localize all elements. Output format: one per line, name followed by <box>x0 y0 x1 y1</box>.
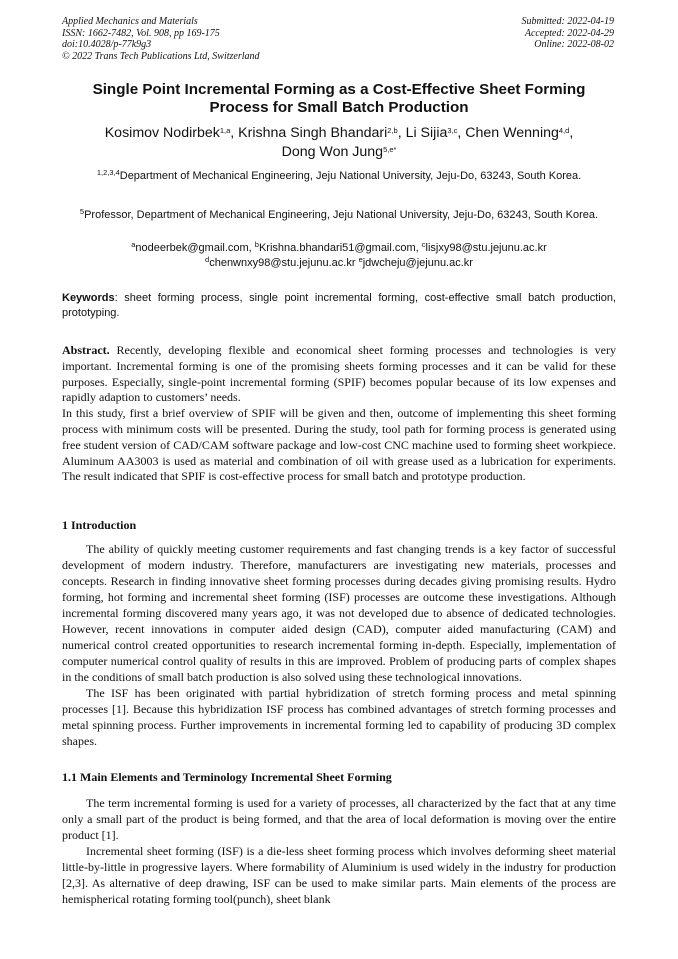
section-heading: 1 Introduction <box>62 518 137 532</box>
keywords-label: Keywords <box>62 292 115 304</box>
email-link[interactable]: lisjxy98@stu.jejunu.ac.kr <box>425 242 547 254</box>
abstract-paragraph: Abstract. Recently, developing flexible and economical sheet forming processes and technologies is very important. Incremental forming is one of the promising sheets forming processes and it can be valid for these purposes. Especially, single-point incremental forming (SPIF) becomes popular because of its low expenses and rapidly adaption to customers’ needs. <box>62 343 616 405</box>
email-link[interactable]: Krishna.bhandari51@gmail.com, <box>258 242 422 254</box>
abstract-label: Abstract. <box>62 343 110 357</box>
paper-title: Single Point Incremental Forming as a Cost-Effective Sheet Forming Process for Small Batch Production <box>92 81 586 116</box>
body-paragraph: The term incremental forming is used for a variety of processes, all characterized by the fact that at any time only a small part of the product is being formed, and that the area of local deformation is moving over the entire product [1]. <box>62 796 616 842</box>
keywords <box>62 291 616 321</box>
journal-doi: doi:10.4028/p-77k9g3 <box>62 39 152 50</box>
journal-copyright: © 2022 Trans Tech Publications Ltd, Switzerland <box>62 50 260 62</box>
author-list <box>62 124 616 162</box>
body-paragraph: Incremental sheet forming (ISF) is a die-less sheet forming process which involves deforming sheet material little-by-little in progressive layers. Where formability of Aluminium is used widely in the industry for production [2,3]. As alternative of deep drawing, ISF can be used to make similar parts. Main elements of the process are hemispherical rotating forming tool(punch), sheet blank <box>62 844 616 906</box>
online-date: Online: 2022-08-02 <box>534 39 614 50</box>
body-paragraph: The ability of quickly meeting customer requirements and fast changing trends is a key factor of successful development of modern industry. Therefore, manufacturers are investigating new materials, processes and concepts. Research in finding innovative sheet forming processes during decades giving promising results. Hydro forming, hot forming and incremental sheet forming (ISF) processes are outcome these investigations. Although incremental forming discovered many years ago, it was not developed due to absence of dedicated technologies. However, recent innovations in computer aided design (CAD), computer aided manufacturing (CAM) and numerical control created opportunities to research incremental forming in-depth. Especially, implementation of computer numerical control quality of results in this are improved. Problem of producing parts of complex shapes in the conditions of small batch production is also solved using these technological innovations. <box>62 542 616 684</box>
keywords-text: : sheet forming process, single point incremental forming, cost-effective small batch production, prototyping. <box>62 292 616 319</box>
section-body <box>62 795 616 907</box>
affiliation: $^5$Professor, Department of Mechanical Engineering, Jeju National University, Jeju-Do, 63243, South Korea. <box>79 207 599 221</box>
author: Krishna Singh Bhandari$^{2,b}$, <box>238 125 406 141</box>
journal-issn: ISSN: 1662-7482, Vol. 908, pp 169-175 <box>62 27 220 39</box>
author: Kosimov Nodirbek$^{1,a}$, <box>104 125 239 141</box>
dates-header <box>522 16 615 51</box>
submitted-date: Submitted: 2022-04-19 <box>521 16 614 27</box>
journal-header <box>62 16 260 62</box>
email-link[interactable]: chenwnxy98@stu.jejunu.ac.kr <box>209 257 359 269</box>
affiliation: $^{1,2,3,4}$Department of Mechanical Engineering, Jeju National University, Jeju-Do, 63243, South Korea. <box>96 168 582 182</box>
section-body <box>62 541 616 749</box>
body-paragraph: The ISF has been originated with partial hybridization of stretch forming process and metal spinning processes [1]. Because this hybridization ISF process has combined advantages of stretch forming processes and metal spinning process. Further improvements in incremental forming led to capability of producing 3D complex shapes. <box>62 686 616 748</box>
email-link[interactable]: nodeerbek@gmail.com, <box>135 242 255 254</box>
journal-name: Applied Mechanics and Materials <box>62 16 198 27</box>
author: Li Sijia$^{3,c}$, <box>405 125 466 141</box>
author: Dong Won Jung$^{5,e*}$ <box>281 144 397 160</box>
accepted-date: Accepted: 2022-04-29 <box>524 27 614 39</box>
abstract <box>62 343 616 485</box>
email-link[interactable]: jdwcheju@jejunu.ac.kr <box>362 257 473 269</box>
author-emails: $^a$nodeerbek@gmail.com, $^b$Krishna.bhandari51@gmail.com, $^c$lisjxy98@stu.jejunu.ac.kr $^d$chenwnxy98@stu.jejunu.ac.kr $^e$jdwcheju@jejunu.ac.kr <box>131 240 547 269</box>
abstract-paragraph: In this study, first a brief overview of SPIF will be given and then, outcome of implementing this sheet forming process with minimum costs will be presented. During the study, tool path for forming process is generated using free student version of CAD/CAM software package and low-cost CNC machine used to forming sheet workpiece. Aluminum AA3003 is used as material and combination of oil with grease used as a lubrication for experiments. The result indicated that SPIF is cost-effective process for small batch and prototype production. <box>62 406 616 484</box>
author: Chen Wenning$^{4,d}$, <box>465 125 574 141</box>
section-heading: 1.1 Main Elements and Terminology Incremental Sheet Forming <box>62 770 392 784</box>
